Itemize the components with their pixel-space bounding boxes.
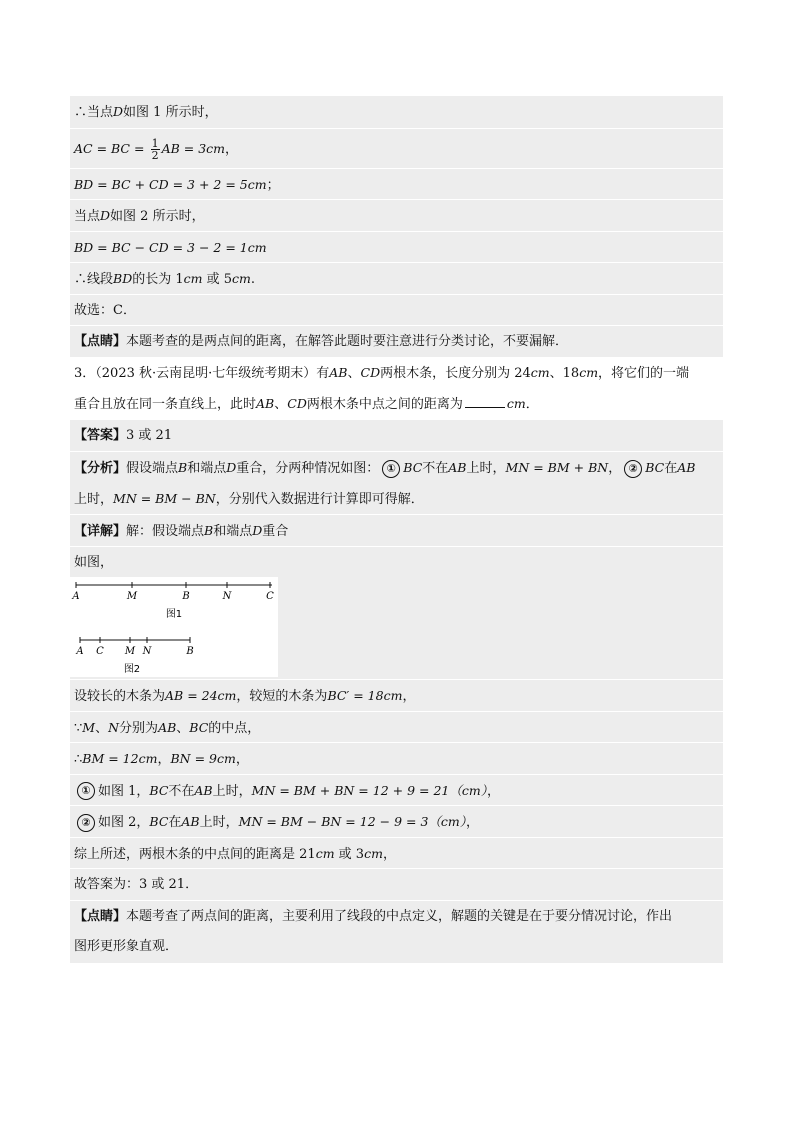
math-var: B [204, 523, 214, 538]
text: ∵ [74, 720, 83, 736]
text: ∴线段 [74, 272, 114, 287]
math-var: BC [189, 719, 209, 735]
analysis-line [70, 451, 723, 483]
question-line [70, 388, 723, 420]
section-tag: 【点睛】 [74, 908, 127, 924]
text-line [70, 294, 723, 326]
math-expr: AC = BC = [74, 140, 145, 156]
math-var: BC [403, 460, 423, 475]
text-line [70, 199, 723, 231]
text: 本题考查的是两点间的距离，在解答此题时要注意进行分类讨论，不要漏解． [126, 334, 569, 349]
fig1-caption: 图1 [165, 609, 183, 620]
text: 当点 [74, 209, 101, 224]
solution-line [70, 805, 723, 837]
question-line [70, 357, 723, 389]
solution-line [70, 837, 723, 869]
fig1-point-label: A [72, 591, 80, 602]
math-unit: cm [232, 271, 251, 286]
fig2-point-label: C [96, 646, 104, 657]
math-expr: BN = 9cm [170, 751, 236, 766]
circled-number: ② [77, 814, 95, 832]
math-expr: MN = BM + BN = 12 + 9 = 21（cm） [251, 782, 487, 798]
answer-blank [465, 393, 505, 408]
solution-line [70, 742, 723, 774]
section-tag: 【详解】 [74, 524, 127, 539]
text: 不在 [422, 461, 449, 476]
text: ，分别代入数据进行计算即可得解． [215, 491, 424, 507]
fraction [151, 138, 160, 161]
text: 重合且放在同一条直线上，此时 [74, 397, 257, 412]
text: ， [157, 752, 171, 767]
fig1-point-label: N [222, 591, 232, 602]
section-tag: 【分析】 [74, 461, 127, 476]
text: 在 [168, 815, 182, 830]
text: ， [466, 815, 480, 830]
text: 或 3 [334, 846, 365, 862]
section-tag: 【答案】 [74, 427, 127, 443]
math-var: AB [158, 719, 177, 735]
math-expr: BC′ = 18cm [327, 688, 403, 703]
comment-line [70, 900, 723, 932]
math-unit: cm [506, 396, 526, 411]
text: 如图 2， [98, 815, 150, 830]
math-expr: MN = BM + BN [505, 460, 609, 475]
fig2-caption: 图2 [123, 664, 141, 675]
math-var: D [113, 104, 124, 119]
math-var: B [178, 460, 188, 475]
math-unit: cm [183, 271, 203, 286]
figure-block [70, 577, 723, 679]
text: 的长为 1 [132, 272, 184, 287]
text: 如图， [74, 554, 114, 570]
math-expr: BD = BC − CD = 3 − 2 = 1cm [74, 239, 267, 255]
math-unit: cm [579, 364, 599, 380]
math-line [70, 231, 723, 263]
fig1-point-label: M [126, 591, 138, 602]
text: 、 [274, 397, 288, 412]
text: 和端点 [187, 461, 227, 476]
math-var: D [226, 460, 237, 475]
text: 如图 2 所示时， [110, 209, 205, 224]
math-expr: BM = 12cm [82, 751, 158, 766]
text: ， [608, 461, 622, 476]
math-expr: BD = BC + CD = 3 + 2 = 5cm [74, 176, 267, 192]
text-line [70, 262, 723, 294]
solution-line [70, 868, 723, 900]
text-line [70, 96, 723, 128]
text: ， [382, 846, 396, 862]
math-var: D [252, 523, 263, 538]
math-var: AB [181, 814, 200, 829]
math-unit: cm [364, 845, 383, 861]
math-var: AB [448, 460, 467, 475]
comment-line [70, 325, 723, 357]
answer-line [70, 420, 723, 452]
text: 在 [664, 461, 678, 476]
math-expr: MN = BM − BN [113, 490, 216, 506]
math-expr: AB = 24cm [165, 688, 237, 703]
text: 、 [95, 720, 109, 736]
text: ； [266, 177, 280, 193]
text: 和端点 [213, 524, 253, 539]
math-unit: cm [530, 364, 550, 380]
solution-line [70, 711, 723, 743]
fig2-point-label: A [76, 646, 84, 657]
segment-figure [70, 577, 280, 677]
text: 分别为 [119, 720, 159, 736]
section-tag: 【点睛】 [74, 334, 127, 349]
math-var: AB [256, 396, 275, 411]
text: 3 或 21 [126, 427, 173, 443]
text: 上时， [199, 815, 239, 830]
math-var: AB [194, 782, 213, 798]
circled-number: ① [77, 782, 95, 800]
text: 、 [347, 365, 361, 381]
text: 如图 1， [98, 783, 150, 799]
text: 解：假设端点 [126, 524, 205, 539]
text: 或 5 [202, 272, 233, 287]
math-var: AB [677, 460, 696, 475]
text: ∴当点 [74, 105, 114, 120]
text: 重合，分两种情况如图： [236, 461, 380, 476]
text: 综上所述，两根木条的中点间的距离是 21 [74, 846, 316, 862]
text: ， [235, 752, 249, 767]
fig1-point-label: B [182, 591, 190, 602]
text: 设较长的木条为 [74, 689, 166, 704]
fig1-point-label: C [266, 591, 274, 602]
text: 重合 [262, 524, 289, 539]
math-var: N [108, 719, 120, 735]
math-var: D [100, 208, 111, 223]
math-var: AB [329, 364, 348, 380]
detail-line [70, 514, 723, 546]
math-var: BD [113, 271, 133, 286]
text: 假设端点 [126, 461, 179, 476]
text: ． [525, 397, 539, 412]
solution-line [70, 774, 723, 806]
fig2-point-label: B [186, 646, 194, 657]
text: 、 [176, 720, 190, 736]
math-line [70, 128, 723, 168]
text: 图形更形象直观． [74, 939, 179, 954]
math-var: CD [287, 396, 307, 411]
math-var: BC [645, 460, 665, 475]
text: ，将它们的一端 [598, 365, 690, 381]
comment-line [70, 931, 723, 963]
fig2-point-label: N [142, 646, 152, 657]
circled-number: ① [382, 460, 400, 478]
text: . [250, 272, 256, 287]
denominator: 2 [151, 148, 159, 162]
math-var: BC [149, 814, 169, 829]
math-expr: AB = 3cm [161, 140, 226, 156]
text: 的中点， [208, 720, 261, 736]
text: 上时， [466, 461, 506, 476]
text: 故答案为：3 或 21． [74, 877, 199, 892]
text: ，较短的木条为 [236, 689, 328, 704]
text: ， [402, 689, 416, 704]
math-expr: MN = BM − BN = 12 − 9 = 3（cm） [238, 814, 467, 829]
text: ， [486, 783, 500, 799]
text: ∴ [74, 752, 83, 767]
text: 如图 1 所示时， [123, 105, 218, 120]
figure-background [70, 577, 278, 677]
text: 上时， [212, 783, 252, 799]
fig2-point-label: M [124, 646, 136, 657]
text: ， [225, 141, 239, 157]
document-body [70, 96, 723, 963]
math-var: CD [360, 364, 381, 380]
math-var: M [82, 719, 96, 735]
text: 两根木条中点之间的距离为 [306, 397, 463, 412]
text: 不在 [168, 783, 195, 799]
math-line [70, 168, 723, 200]
text-line [70, 546, 723, 578]
text: 上时， [74, 491, 114, 507]
text: 3．（2023 秋·云南昆明·七年级统考期末）有 [74, 365, 330, 381]
text: 本题考查了两点间的距离，主要利用了线段的中点定义，解题的关键是在于要分情况讨论，作出 [126, 908, 673, 924]
text: 、18 [549, 365, 580, 381]
analysis-line [70, 483, 723, 515]
solution-line [70, 679, 723, 711]
math-unit: cm [315, 845, 335, 861]
text: 故选：C． [74, 302, 136, 318]
text: 两根木条，长度分别为 24 [380, 365, 531, 381]
math-var: BC [149, 782, 169, 798]
numerator: 1 [151, 136, 159, 150]
circled-number: ② [624, 460, 642, 478]
